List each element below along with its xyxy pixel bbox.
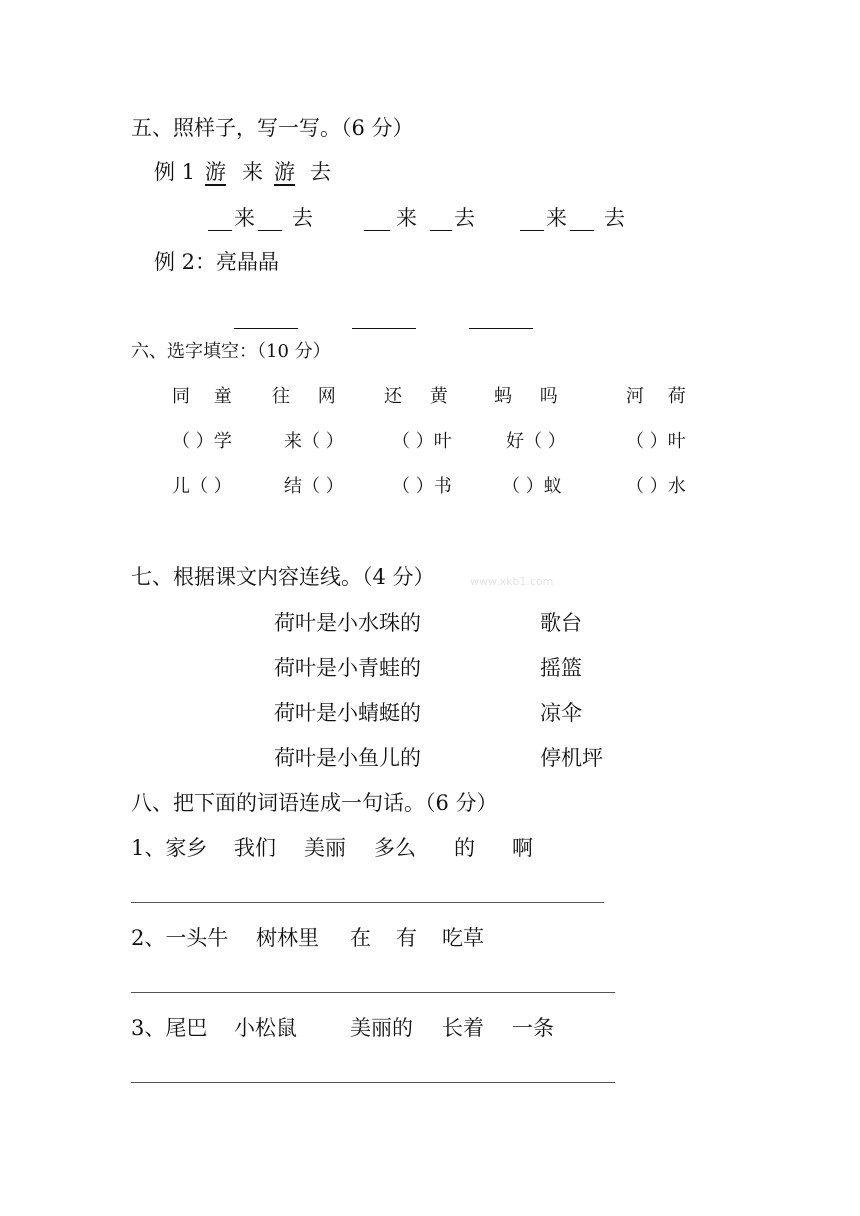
blank-1-qu: 去 <box>292 206 313 230</box>
char-pair: 往 网 <box>272 386 336 407</box>
example-1-char-2: 来 <box>242 160 263 184</box>
answer-line-2[interactable] <box>131 992 615 993</box>
q1-word: 啊 <box>512 836 533 860</box>
example-2-blank-3[interactable] <box>469 328 533 329</box>
example-2: 例 2：亮晶晶 <box>154 250 280 274</box>
section-5-title: 五、照样子，写一写。（6 分） <box>131 116 414 140</box>
example-1-char-3: 游 <box>274 160 295 184</box>
fill-item[interactable]: （ ）学 <box>172 431 232 452</box>
example-2-blank-1[interactable] <box>234 328 298 329</box>
blank-1a[interactable] <box>208 230 232 231</box>
char-pair: 河 荷 <box>626 386 686 407</box>
q3-word: 长着 <box>442 1016 484 1040</box>
blank-2a[interactable] <box>364 230 390 231</box>
match-left-item[interactable]: 荷叶是小鱼儿的 <box>274 746 421 770</box>
q1-word: 1、家乡 <box>131 836 208 860</box>
fill-item[interactable]: （ ）叶 <box>626 431 686 452</box>
blank-3-lai: 来 <box>546 206 567 230</box>
match-left-item[interactable]: 荷叶是小青蛙的 <box>274 656 421 680</box>
section-6-title: 六、选字填空：（10 分） <box>131 341 331 362</box>
match-left-item[interactable]: 荷叶是小蜻蜓的 <box>274 701 421 725</box>
fill-item[interactable]: 来（ ） <box>284 431 344 452</box>
char-pair: 蚂 吗 <box>494 386 558 407</box>
blank-1-lai: 来 <box>234 206 255 230</box>
q2-word: 有 <box>396 926 417 950</box>
section-7-title: 七、根据课文内容连线。（4 分） <box>131 565 435 589</box>
example-1-char-4: 去 <box>310 160 331 184</box>
q3-word: 3、尾巴 <box>131 1016 208 1040</box>
blank-3b[interactable] <box>570 230 594 231</box>
watermark: www.xkb1.com <box>470 575 554 588</box>
match-right-item[interactable]: 歌台 <box>540 611 582 635</box>
q2-word: 在 <box>350 926 371 950</box>
fill-item[interactable]: （ ）书 <box>392 476 452 497</box>
example-2-blank-2[interactable] <box>352 328 416 329</box>
match-right-item[interactable]: 摇篮 <box>540 656 582 680</box>
match-right-item[interactable]: 凉伞 <box>540 701 582 725</box>
answer-line-3[interactable] <box>131 1082 615 1083</box>
fill-item[interactable]: （ ）叶 <box>392 431 452 452</box>
fill-item[interactable]: 儿（ ） <box>172 476 232 497</box>
example-1-label: 例 1 <box>154 160 196 184</box>
blank-2-qu: 去 <box>454 206 475 230</box>
match-left-item[interactable]: 荷叶是小水珠的 <box>274 611 421 635</box>
section-8-title: 八、把下面的词语连成一句话。（6 分） <box>131 791 498 815</box>
fill-item[interactable]: 好（ ） <box>506 431 566 452</box>
q1-word: 美丽 <box>304 836 346 860</box>
blank-1b[interactable] <box>258 230 282 231</box>
q3-word: 美丽的 <box>350 1016 413 1040</box>
fill-item[interactable]: 结（ ） <box>284 476 344 497</box>
q1-word: 我们 <box>234 836 276 860</box>
q2-word: 树林里 <box>256 926 319 950</box>
char-pair: 同 童 <box>172 386 232 407</box>
answer-line-1[interactable] <box>131 902 604 903</box>
q3-word: 小松鼠 <box>234 1016 297 1040</box>
blank-3a[interactable] <box>520 230 544 231</box>
q3-word: 一条 <box>512 1016 554 1040</box>
blank-3-qu: 去 <box>604 206 625 230</box>
q2-word: 吃草 <box>442 926 484 950</box>
blank-2b[interactable] <box>430 230 452 231</box>
char-pair: 还 黄 <box>384 386 448 407</box>
example-1-char-1: 游 <box>205 160 226 184</box>
match-right-item[interactable]: 停机坪 <box>540 746 603 770</box>
q1-word: 多么 <box>374 836 416 860</box>
fill-item[interactable]: （ ）蚁 <box>502 476 562 497</box>
q2-word: 2、一头牛 <box>131 926 229 950</box>
fill-item[interactable]: （ ）水 <box>626 476 686 497</box>
blank-2-lai: 来 <box>396 206 417 230</box>
q1-word: 的 <box>454 836 475 860</box>
